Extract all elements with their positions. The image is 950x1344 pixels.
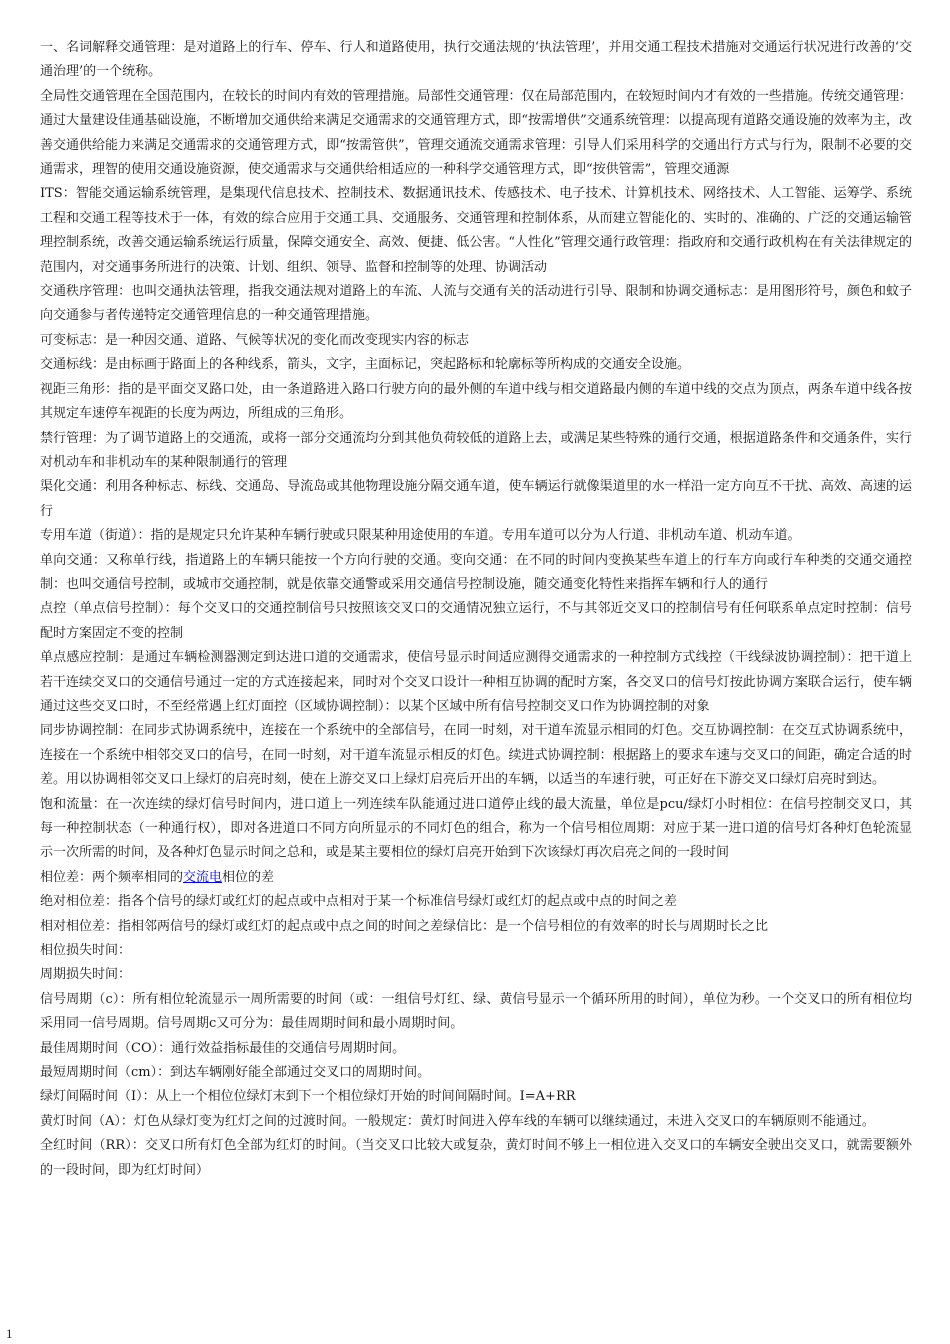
alternating-current-link[interactable]: 交流电	[183, 869, 223, 885]
paragraph: 相位损失时间：	[40, 943, 132, 959]
paragraph: 视距三角形：指的是平面交叉路口处，由一条道路进入路口行驶方向的最外侧的车道中线与相交道路最内侧的车道中线的交点为顶点，两条车道中线各按其规定车速停车视距的长度为两边，所组成的三角形。	[40, 381, 912, 422]
paragraph: 可变标志：是一种因交通、道路、气候等状况的变化而改变现实内容的标志	[40, 332, 470, 348]
paragraph: 最短周期时间（cm）：到达车辆刚好能全部通过交叉口的周期时间。	[40, 1065, 431, 1081]
paragraph: 单向交通：又称单行线，指道路上的车辆只能按一个方向行驶的交通。变向交通：在不同的时间内变换某些车道上的行车方向或行车种类的交通交通控制：也叫交通信号控制，或城市交通控制，就是依靠交通警或采用交通信号控制设施，随交通变化特性来指挥车辆和行人的通行	[40, 552, 912, 592]
paragraph: 一、名词解释交通管理：是对道路上的行车、停车、行人和道路使用，执行交通法规的‘执法管理’，并用交通工程技术措施对交通运行状况进行改善的‘交通治理’的一个统称。	[40, 40, 912, 80]
document-body	[40, 36, 912, 1183]
paragraph: ITS：智能交通运输系统管理，是集现代信息技术、控制技术、数据通讯技术、传感技术、电子技术、计算机技术、网络技术、人工智能、运筹学、系统工程和交通工程等技术于一体，有效的综合应用于交通工具、交通服务、交通管理和控制体系，从而建立智能化的、实时的、准确的、广泛的交通运输管理控制系统，改善交通运输系统运行质量，保障交通安全、高效、便捷、低公害。“人性化”管理交通行政管理：指政府和交通行政机构在有关法律规定的范围内，对交通事务所进行的决策、计划、组织、领导、监督和控制等的处理、协调活动	[40, 186, 912, 275]
paragraph: 专用车道（街道）：指的是规定只允许某种车辆行驶或只限某种用途使用的车道。专用车道可以分为人行道、非机动车道、机动车道。	[40, 528, 801, 544]
paragraph: 全红时间（RR）：交叉口所有灯色全部为红灯的时间。（当交叉口比较大或复杂，黄灯时间不够上一相位进入交叉口的车辆安全驶出交叉口，就需要额外的一段时间，即为红灯时间）	[40, 1138, 912, 1178]
paragraph: 黄灯时间（A）：灯色从绿灯变为红灯之间的过渡时间。一般规定：黄灯时间进入停车线的车辆可以继续通过，未进入交叉口的车辆原则不能通过。	[40, 1113, 875, 1129]
paragraph: 最佳周期时间（CO）：通行效益指标最佳的交通信号周期时间。	[40, 1040, 406, 1056]
paragraph: 交通标线：是由标画于路面上的各种线系，箭头，文字，主面标记，突起路标和轮廓标等所构成的交通安全设施。	[40, 357, 691, 373]
phase-difference-paragraph	[40, 866, 912, 890]
phase-difference-suffix: 相位的差	[222, 869, 275, 885]
paragraph: 饱和流量：在一次连续的绿灯信号时间内，进口道上一列连续车队能通过进口道停止线的最大流量，单位是pcu/绿灯小时相位：在信号控制交叉口，其每一种控制状态（一种通行权），即对各进道口不同方向所显示的不同灯色的组合，称为一个信号相位周期：对应于某一进口道的信号灯各种灯色轮流显示一次所需的时间，及各种灯色显示时间之总和，或是某主要相位的绿灯启亮开始到下次该绿灯再次启亮之间的一段时间	[40, 796, 912, 861]
paragraph: 绝对相位差：指各个信号的绿灯或红灯的起点或中点相对于某一个标准信号绿灯或红灯的起点或中点的时间之差	[40, 894, 678, 910]
paragraph: 单点感应控制：是通过车辆检测器测定到达进口道的交通需求，使信号显示时间适应测得交通需求的一种控制方式线控（干线绿波协调控制）：把干道上若干连续交叉口的交通信号通过一定的方式连接起来，同时对个交叉口设计一种相互协调的配时方案，各交叉口的信号灯按此协调方案联合运行，使车辆通过这些交叉口时，不至经常遇上红灯面控（区域协调控制）：以某个区域中所有信号控制交叉口作为协调控制的对象	[40, 650, 912, 714]
paragraph: 禁行管理：为了调节道路上的交通流，或将一部分交通流均分到其他负荷较低的道路上去，或满足某些特殊的通行交通，根据道路条件和交通条件，实行对机动车和非机动车的某种限制通行的管理	[40, 430, 912, 470]
paragraph: 周期损失时间：	[40, 967, 132, 983]
page-number: 1	[6, 1326, 13, 1341]
paragraph: 全局性交通管理在全国范围内，在较长的时间内有效的管理措施。局部性交通管理：仅在局部范围内，在较短时间内才有效的一些措施。传统交通管理：通过大量建设佳通基础设施，不断增加交通供给来满足交通需求的交通管理方式，即“按需增供”交通系统管理：以提高现有道路交通设施的效率为主，改善交通供给能力来满足交通需求的交通管理方式，即“按需管供”，管理交通流交通需求管理：引导人们采用科学的交通出行方式与行为，限制不必要的交通需求，理智的使用交通设施资源，使交通需求与交通供给相适应的一种科学交通管理方式，即“按供管需”，管理交通源	[40, 88, 912, 178]
paragraph: 点控（单点信号控制）：每个交叉口的交通控制信号只按照该交叉口的交通情况独立运行，不与其邻近交叉口的控制信号有任何联系单点定时控制：信号配时方案固定不变的控制	[40, 601, 912, 641]
phase-difference-prefix: 相位差：两个频率相同的	[40, 869, 184, 885]
paragraph: 渠化交通：利用各种标志、标线、交通岛、导流岛或其他物理设施分隔交通车道，使车辆运行就像渠道里的水一样沿一定方向互不干扰、高效、高速的运行	[40, 479, 912, 519]
paragraph: 信号周期（c）：所有相位轮流显示一周所需要的时间（或：一组信号灯红、绿、黄信号显示一个循环所用的时间），单位为秒。一个交叉口的所有相位均采用同一信号周期。信号周期c又可分为：最佳周期时间和最小周期时间。	[40, 991, 912, 1032]
paragraph: 相对相位差：指相邻两信号的绿灯或红灯的起点或中点之间的时间之差绿信比：是一个信号相位的有效率的时长与周期时长之比	[40, 918, 769, 934]
paragraph: 交通秩序管理：也叫交通执法管理，指我交通法规对道路上的车流、人流与交通有关的活动进行引导、限制和协调交通标志：是用图形符号，颜色和蚊子向交通参与者传递特定交通管理信息的一种交通管理措施。	[40, 284, 912, 324]
paragraph: 同步协调控制：在同步式协调系统中，连接在一个系统中的全部信号，在同一时刻，对干道车流显示相同的灯色。交互协调控制：在交互式协调系统中，连接在一个系统中相邻交叉口的信号，在同一时刻，对干道车流显示相反的灯色。续进式协调控制：根据路上的要求车速与交叉口的间距，确定合适的时差。用以协调相邻交叉口上绿灯的启亮时刻，使在上游交叉口上绿灯启亮后开出的车辆，以适当的车速行驶，可正好在下游交叉口绿灯启亮时到达。	[40, 723, 912, 788]
paragraph: 绿灯间隔时间（I）：从上一个相位位绿灯末到下一个相位绿灯开始的时间间隔时间。I=A+RR	[40, 1089, 576, 1105]
